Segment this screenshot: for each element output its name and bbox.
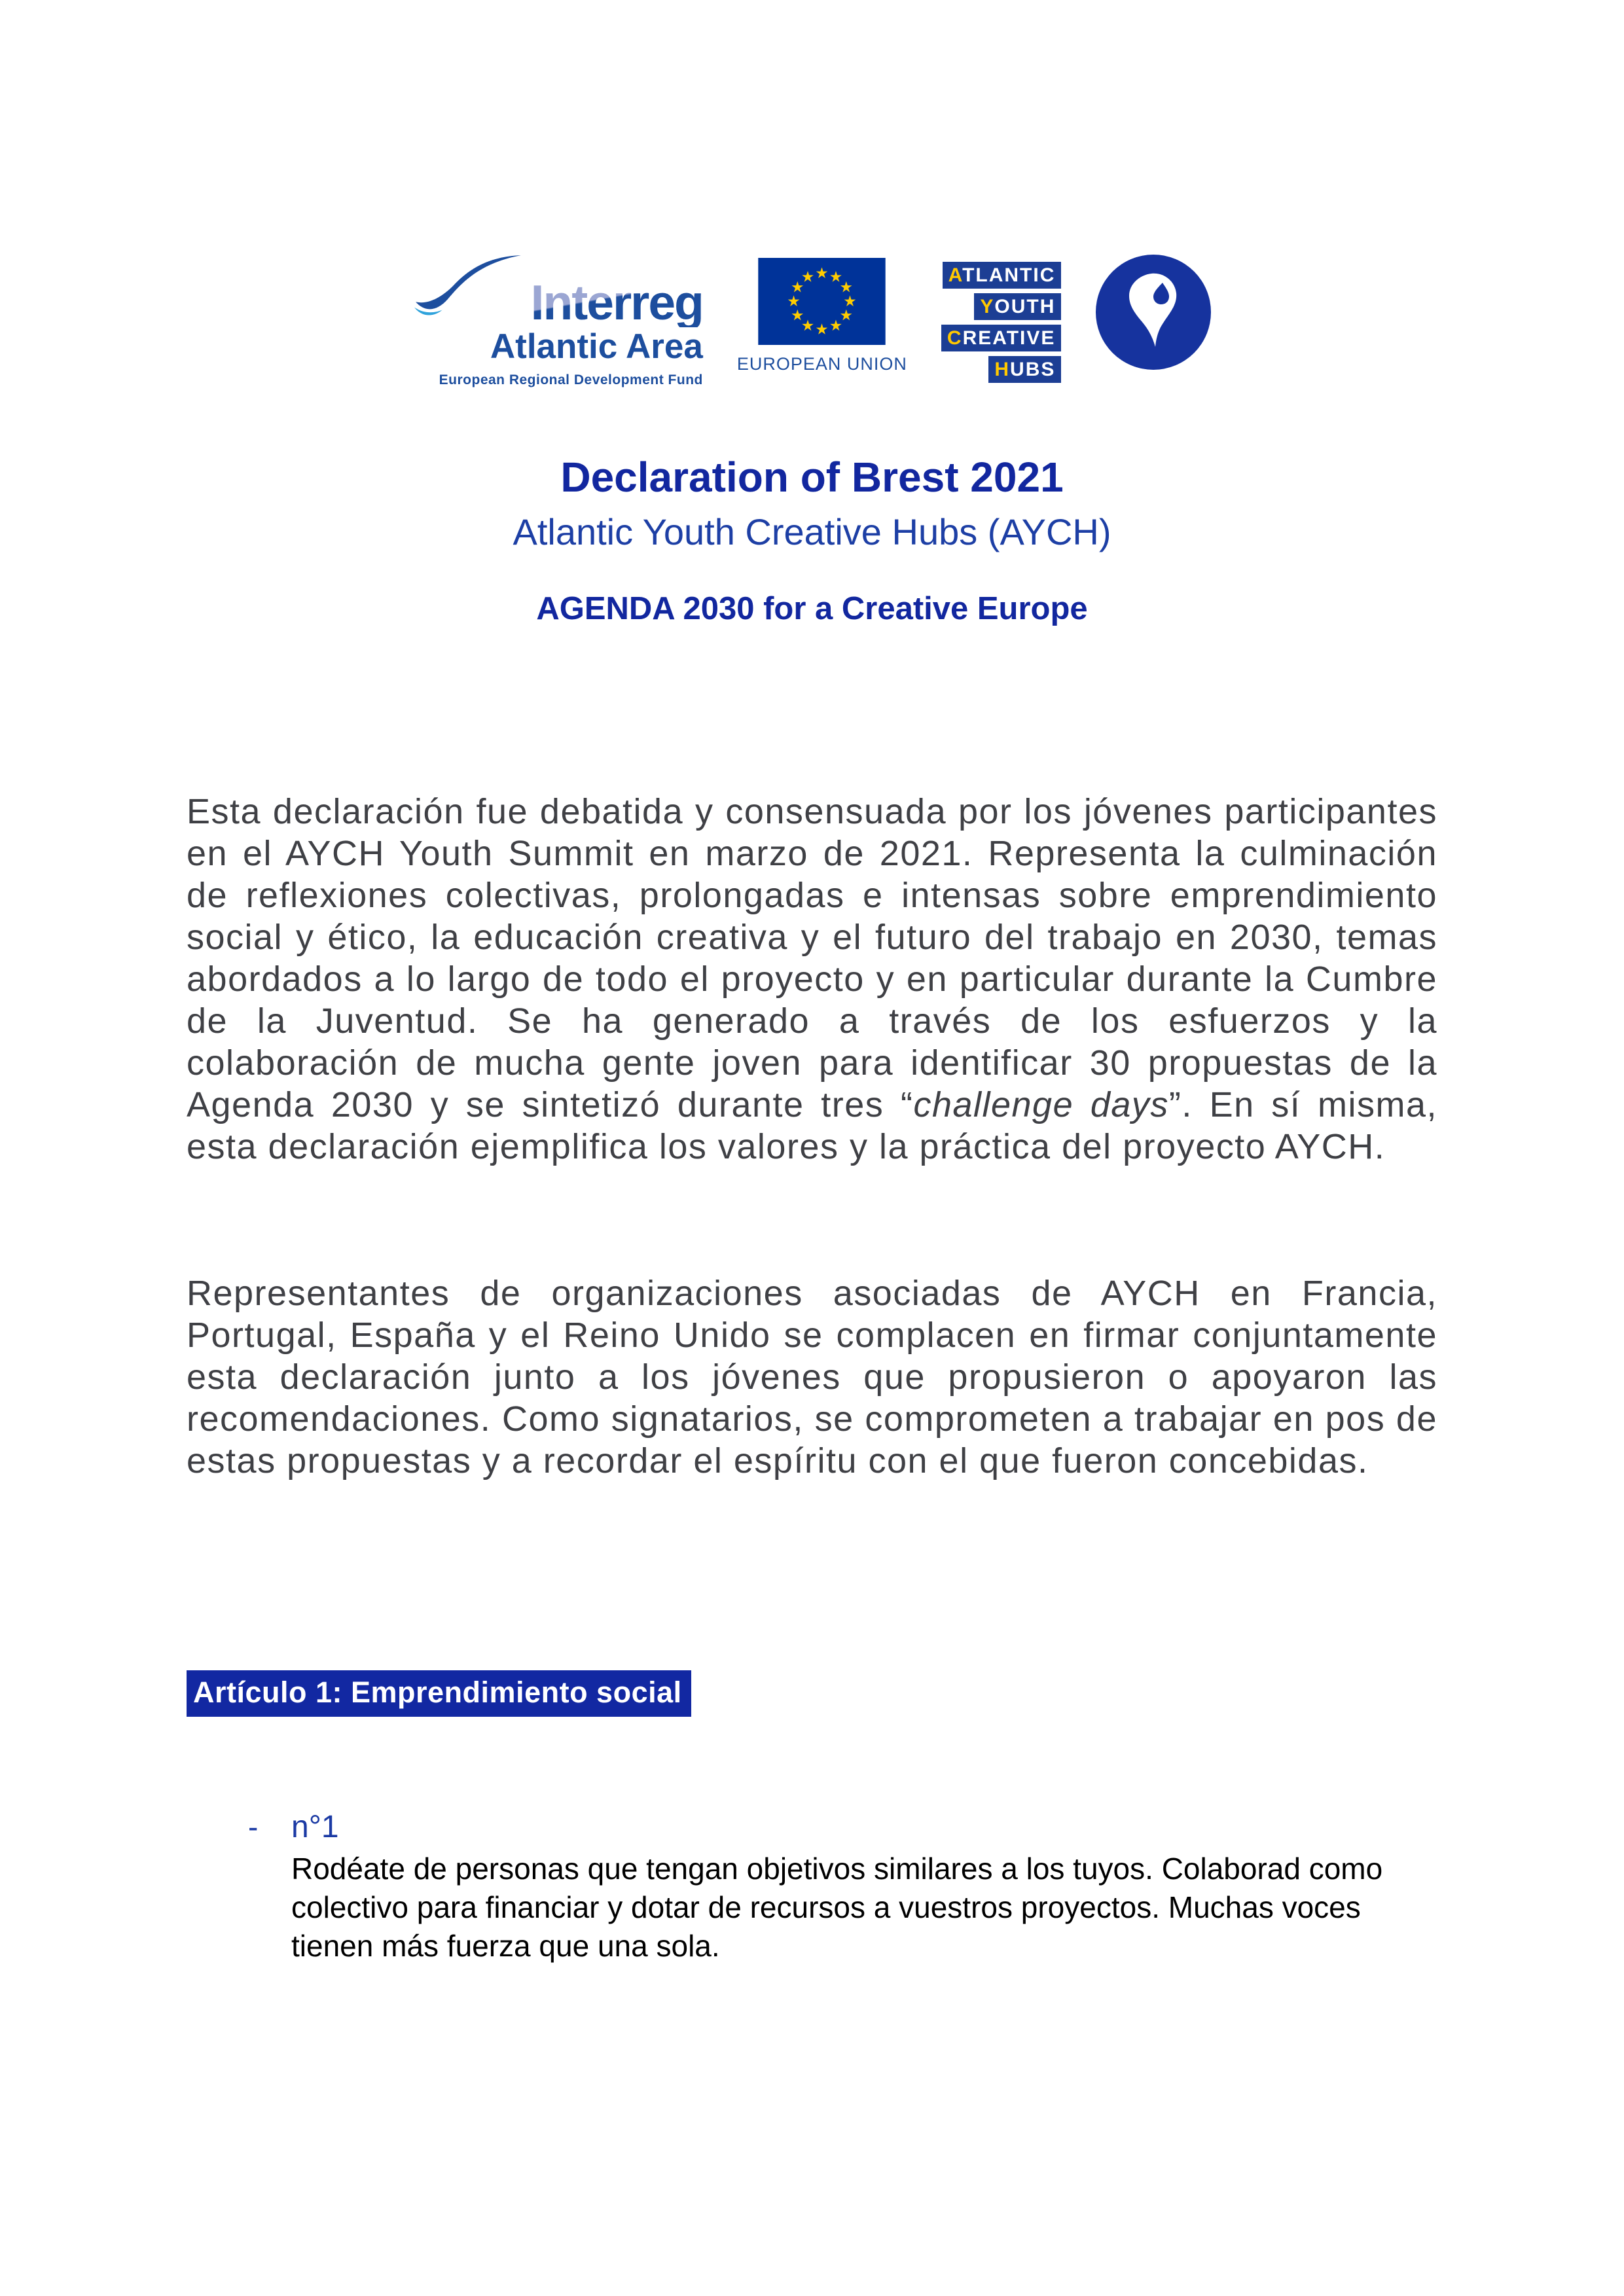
- aych-wordmark-row: [988, 356, 1061, 383]
- aych-initial: C: [947, 327, 963, 349]
- eu-logo: [737, 258, 907, 374]
- document-title: Declaration of Brest 2021: [560, 453, 1064, 501]
- eu-caption: EUROPEAN UNION: [736, 354, 907, 374]
- interreg-fund-name: European Regional Development Fund: [439, 372, 703, 387]
- logo-header: [187, 254, 1437, 388]
- aych-initial: A: [948, 264, 963, 286]
- interreg-swoosh-icon: [412, 254, 527, 327]
- list-item: [187, 1808, 1437, 1966]
- interreg-brand-wordmark: Interreg: [530, 275, 703, 330]
- section-heading: Artículo 1: Emprendimiento social: [187, 1670, 691, 1717]
- aych-wordmark-row: [941, 325, 1061, 351]
- aych-rest: OUTH: [994, 296, 1056, 317]
- section-heading-row: [187, 1670, 1437, 1717]
- document-subtitle: Atlantic Youth Creative Hubs (AYCH): [513, 511, 1111, 552]
- proposal-list: [187, 1808, 1437, 1966]
- list-item-text: Rodéate de personas que tengan objetivos similares a los tuyos. Colaborad como colectivo para financiar y dotar de recursos a vuestros proyectos. Muchas voces tienen más fuerza que una sola.: [291, 1852, 1383, 1964]
- intro-paragraph-1-tail: ”. En sí misma, esta declaración ejemplifica los valores y la práctica del proyecto AYCH.: [187, 1085, 1438, 1167]
- list-item-label: n°1: [291, 1809, 339, 1844]
- intro-paragraph-2: Representantes de organizaciones asociadas de AYCH en Francia, Portugal, España y el Reino Unido se complacen en firmar conjuntamente esta declaración junto a los jóvenes que propusieron o apoyaron las recomendaciones. Como signatarios, se comprometen a trabajar en pos de estas propuestas y a recordar el espíritu con el que fueron concebidas.: [187, 1274, 1437, 1481]
- eu-flag-icon: [758, 258, 886, 345]
- italic-phrase: challenge days: [913, 1085, 1169, 1125]
- interreg-logo-top: [412, 254, 703, 330]
- aych-initial: H: [994, 359, 1011, 380]
- aych-pin-icon: [1095, 254, 1212, 370]
- aych-wordmark-row: [974, 293, 1061, 320]
- interreg-logo: [412, 254, 703, 388]
- aych-rest: UBS: [1010, 359, 1056, 380]
- list-item-marker: -: [248, 1809, 259, 1844]
- agenda-line: AGENDA 2030 for a Creative Europe: [536, 590, 1088, 626]
- interreg-program-name: Atlantic Area: [490, 327, 703, 366]
- title-block: [187, 454, 1437, 627]
- aych-wordmark-row: [943, 262, 1062, 289]
- aych-wordmark: [941, 262, 1061, 383]
- intro-paragraph-1-lead: Esta declaración fue debatida y consensuada por los jóvenes participantes en el AYCH Youth Summit en marzo de 2021. Representa la culminación de reflexiones colectivas, prolongadas e intensas sobre emprendimiento social y ético, la educación creativa y el futuro del trabajo en 2030, temas abordados a lo largo de todo el proyecto y en particular durante la Cumbre de la Juventud. Se ha generado a través de los esfuerzos y la colaboración de mucha gente joven para identificar 30 propuestas de la Agenda 2030 y se sintetizó durante tres “: [187, 792, 1437, 1125]
- aych-rest: TLANTIC: [962, 264, 1056, 286]
- intro-paragraph-1: [187, 791, 1437, 1168]
- list-item-body: [291, 1808, 1391, 1966]
- aych-initial: Y: [980, 296, 995, 317]
- aych-rest: REATIVE: [962, 327, 1056, 349]
